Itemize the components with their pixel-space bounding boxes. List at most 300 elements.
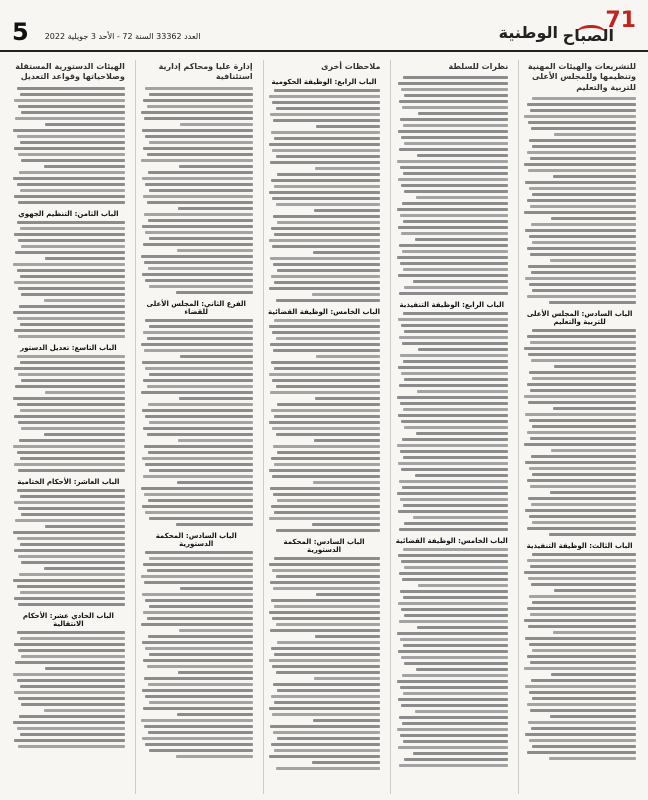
column-heading: للتشريعات والهيئات المهنية وتنظيمها وللمجلس الأعلى للتربية والتعليم [527,62,636,92]
text-line [271,275,380,278]
logo-word: الصباح [562,26,614,45]
text-line [313,481,381,484]
text-line [554,133,636,136]
text-block [523,97,636,304]
text-block [395,312,508,531]
text-line [18,201,125,204]
text-line [415,238,509,241]
text-line [402,674,508,677]
text-line [525,413,636,416]
text-line [549,301,636,304]
text-line [14,739,125,742]
text-line [528,353,636,356]
text-line [398,554,509,557]
text-line [525,181,636,184]
text-line [149,285,253,288]
text-line [148,499,253,502]
text-line [418,348,508,351]
text-line [149,469,253,472]
text-line [532,425,636,428]
text-line [531,455,636,458]
text-block [12,87,125,204]
text-line [44,567,125,570]
text-line [143,563,252,566]
article-columns [8,60,640,794]
text-line [18,335,125,338]
text-line [14,329,125,332]
text-line [176,291,253,294]
text-line [180,587,252,590]
text-line [17,135,125,138]
text-line [142,737,253,740]
text-line [178,207,252,210]
text-line [147,105,253,108]
text-line [147,665,253,668]
text-line [15,519,124,522]
section-subhead: الباب التاسع: تعديل الدستور [20,343,117,352]
text-line [527,247,636,250]
text-line [276,767,381,770]
text-line [527,655,636,658]
text-line [277,403,381,406]
text-line [14,549,125,552]
text-line [402,106,508,109]
text-line [142,273,253,276]
text-line [551,449,636,452]
text-line [17,537,125,540]
text-line [550,491,636,494]
text-line [273,445,380,448]
text-line [527,383,636,386]
text-line [400,166,508,169]
text-line [19,439,125,442]
text-line [21,159,125,162]
text-line [145,279,252,282]
page-number: 5 [12,18,29,46]
text-line [274,185,380,188]
text-line [531,679,636,682]
logo-mark [562,8,636,45]
text-line [13,263,125,266]
text-line [413,280,508,283]
text-line [19,171,125,174]
text-line [532,649,636,652]
text-line [399,480,508,483]
text-line [404,190,508,193]
text-line [276,529,381,532]
text-line [273,119,380,122]
text-line [269,373,381,376]
text-line [415,474,509,477]
text-line [179,397,252,400]
text-line [397,728,509,731]
text-line [148,451,253,454]
text-line [143,659,252,662]
text-line [400,638,508,641]
text-line [528,121,636,124]
text-block [12,355,125,472]
text-line [14,233,125,236]
section-subhead: الفرع الثاني: المجلس الأعلى للقضاء [146,299,246,316]
text-line [177,713,253,716]
text-line [147,337,253,340]
text-line [44,165,125,168]
text-line [269,469,381,472]
text-line [148,267,253,270]
text-line [551,673,636,676]
text-line [45,123,125,126]
text-line [312,761,381,764]
text-line [142,457,253,460]
text-line [528,497,636,500]
text-line [397,444,509,447]
text-line [397,680,509,683]
text-line [524,571,636,574]
text-line [403,124,508,127]
text-line [273,683,380,686]
text-line [404,566,508,569]
text-line [271,743,380,746]
text-line [397,208,509,211]
text-line [401,324,508,327]
text-line [178,671,252,674]
text-line [529,419,636,422]
text-line [554,589,636,592]
text-block [12,221,125,338]
text-line [270,343,381,346]
text-line [14,463,125,466]
text-line [143,331,252,334]
text-line [553,175,636,178]
text-line [274,319,380,322]
logo-number: 71 [605,8,636,33]
text-line [399,384,508,387]
text-line [142,177,253,180]
text-line [401,372,508,375]
section-subhead: الباب الثالث: الوظيفة التنفيذية [526,542,633,551]
text-line [554,365,636,368]
text-line [398,366,509,369]
text-line [418,584,508,587]
text-line [400,118,508,121]
text-line [530,565,636,568]
text-line [532,145,636,148]
section-subhead: الباب العاشر: الأحكام الختامية [17,477,120,486]
text-line [143,379,252,382]
text-line [269,755,381,758]
text-line [15,251,124,254]
text-line [401,88,508,91]
text-line [401,656,508,659]
text-line [141,719,253,722]
text-line [529,235,636,238]
text-line [179,165,252,168]
text-line [272,617,380,620]
text-line [527,431,636,434]
text-line [148,635,253,638]
text-line [404,330,508,333]
text-line [45,257,125,260]
text-line [18,469,125,472]
text-line [270,487,381,490]
text-line [149,557,253,560]
text-line [20,591,125,594]
text-line [274,137,380,140]
text-line [273,493,380,496]
text-line [525,733,636,736]
text-line [13,673,125,676]
text-line [531,503,636,506]
text-line [400,686,508,689]
text-block [395,76,508,295]
text-line [178,439,252,442]
text-line [403,312,508,315]
text-line [403,504,508,507]
section-subhead: الباب الرابع: الوظيفة الحكومية [271,78,377,87]
text-line [18,239,125,242]
text-line [529,467,636,470]
text-line [312,523,381,526]
text-line [530,109,636,112]
text-line [269,239,381,242]
text-line [524,443,636,446]
text-line [269,517,381,520]
text-line [415,710,509,713]
text-line [316,125,380,128]
text-line [397,632,509,635]
text-line [277,737,381,740]
text-line [403,220,508,223]
text-line [400,354,508,357]
text-line [274,463,380,466]
text-line [549,757,636,760]
text-line [149,93,253,96]
text-line [149,701,253,704]
text-line [398,746,509,749]
text-line [20,141,125,144]
text-line [20,93,125,96]
text-line [398,82,509,85]
text-block [523,553,636,760]
text-line [413,752,508,755]
text-line [270,581,381,584]
text-line [416,432,508,435]
text-line [398,698,509,701]
text-line [145,695,252,698]
text-line [416,196,508,199]
issue-info: العدد 33362 السنة 72 - الأحد 3 جويلية 2022 [44,32,201,41]
text-line [18,603,125,606]
text-line [404,378,508,381]
text-line [145,231,252,234]
text-line [148,731,253,734]
text-line [399,100,508,103]
text-line [397,160,509,163]
text-line [551,217,636,220]
text-line [271,131,380,134]
text-line [271,695,380,698]
text-line [314,439,381,442]
text-line [527,479,636,482]
text-line [404,142,508,145]
text-line [147,617,253,620]
text-line [527,335,636,338]
text-line [530,389,636,392]
text-line [402,722,508,725]
text-line [273,587,380,590]
text-line [403,456,508,459]
text-line [17,585,125,588]
page-header [0,0,648,52]
text-line [277,499,381,502]
text-line [530,485,636,488]
text-line [141,487,253,490]
text-line [272,331,380,334]
text-line [398,318,509,321]
text-line [143,195,252,198]
text-line [270,257,381,260]
text-line [13,445,125,448]
text-line [149,605,253,608]
text-line [19,715,125,718]
text-line [269,325,381,328]
text-line [525,229,636,232]
text-line [21,245,125,248]
text-line [276,671,381,674]
text-line [532,241,636,244]
text-line [532,193,636,196]
text-line [144,117,252,120]
text-line [17,269,125,272]
text-line [402,438,508,441]
text-line [402,202,508,205]
text-line [142,129,253,132]
text-line [145,511,252,514]
text-line [145,599,252,602]
text-line [269,143,381,146]
text-line [142,593,253,596]
text-line [274,653,380,656]
text-line [15,661,124,664]
text-line [147,385,253,388]
text-line [416,668,508,671]
text-line [271,179,380,182]
text-line [276,385,381,388]
text-line [531,727,636,730]
text-line [401,420,508,423]
text-line [18,373,125,376]
text-line [276,299,381,302]
text-line [270,391,381,394]
text-line [530,613,636,616]
text-line [276,575,381,578]
text-line [313,719,381,722]
text-line [316,355,380,358]
text-line [143,475,252,478]
text-line [18,153,125,156]
text-line [141,111,253,114]
text-line [400,450,508,453]
text-line [144,213,252,216]
text-line [316,593,380,596]
text-line [271,599,380,602]
text-line [398,414,509,417]
text-line [529,691,636,694]
text-line [20,409,125,412]
text-line [398,650,509,653]
text-line [145,551,252,554]
text-line [529,515,636,518]
text-block [140,319,253,526]
text-line [45,391,125,394]
column-heading: ملاحظات أخرى [321,62,381,71]
text-line [272,245,380,248]
text-line [13,311,125,314]
text-line [13,721,125,724]
text-line [20,457,125,460]
text-block [140,551,253,758]
text-line [530,661,636,664]
text-line [14,643,125,646]
text-line [550,259,636,262]
text-line [524,211,636,214]
text-line [145,319,252,322]
text-line [277,641,381,644]
text-line [270,161,381,164]
text-line [145,367,252,370]
text-line [528,169,636,172]
text-line [17,221,125,224]
text-line [313,251,381,254]
text-line [399,572,508,575]
text-line [529,595,636,598]
text-line [145,183,252,186]
text-line [145,743,252,746]
text-line [397,256,509,259]
text-line [14,147,125,150]
text-line [17,317,125,320]
text-line [149,189,253,192]
text-line [401,704,508,707]
text-line [20,685,125,688]
text-line [13,579,125,582]
text-line [398,130,509,133]
text-line [141,159,253,162]
text-line [529,371,636,374]
text-line [142,361,253,364]
text-line [147,569,253,572]
text-line [529,187,636,190]
text-line [530,437,636,440]
text-line [524,115,636,118]
text-line [148,219,253,222]
text-line [274,367,380,370]
text-block [268,319,381,532]
text-line [274,749,380,752]
text-line [399,716,508,719]
text-block [523,329,636,536]
text-line [277,689,381,692]
text-line [270,725,381,728]
text-line [532,745,636,748]
text-line [401,232,508,235]
text-line [145,647,252,650]
text-line [142,689,253,692]
text-line [271,361,380,364]
text-line [403,548,508,551]
text-line [17,355,125,358]
text-line [314,209,381,212]
